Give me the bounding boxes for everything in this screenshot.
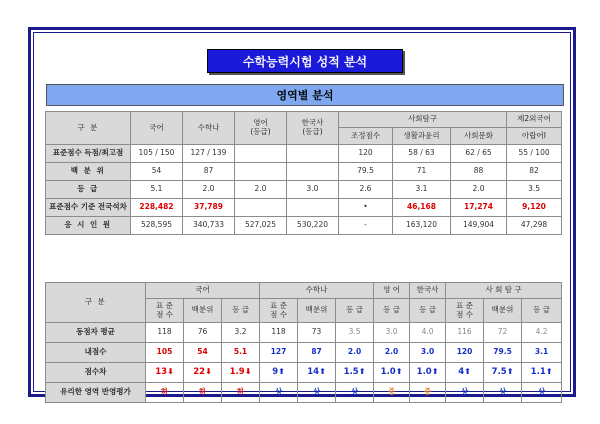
math-header: 수학나 xyxy=(183,112,235,145)
up-arrow-icon: ⬆ xyxy=(431,367,439,377)
table-cell: 62 / 65 xyxy=(451,145,507,163)
table-cell xyxy=(298,363,336,383)
sub-header: 등 급 xyxy=(410,299,446,323)
table-cell: 340,733 xyxy=(183,217,235,235)
table-cell xyxy=(146,383,184,403)
up-arrow-icon: ⬆ xyxy=(464,367,471,377)
table-cell: 2.0 xyxy=(183,181,235,199)
row-label: 유리한 영역 반영평가 xyxy=(46,383,146,403)
table-cell: 54 xyxy=(131,163,183,181)
cell-value: 3.0 xyxy=(420,347,435,357)
table-cell xyxy=(336,343,374,363)
sub-header: 등 급 xyxy=(222,299,260,323)
table-cell xyxy=(184,363,222,383)
table-cell: 82 xyxy=(507,163,562,181)
table-cell: 3.1 xyxy=(393,181,451,199)
down-arrow-icon: ⬇ xyxy=(244,367,252,377)
table-cell: 105 / 150 xyxy=(131,145,183,163)
group-header-english: 영 어 xyxy=(374,283,410,299)
table-cell: • xyxy=(339,199,393,217)
cell-value: 73 xyxy=(311,327,322,337)
table-cell: 120 xyxy=(339,145,393,163)
history-header-label: 한국사 xyxy=(301,118,324,128)
group-header-history: 한국사 xyxy=(410,283,446,299)
english-header xyxy=(235,112,287,145)
up-arrow-icon: ⬆ xyxy=(545,367,553,377)
cell-value: 하 xyxy=(236,387,245,397)
sub-header: 등 급 xyxy=(522,299,562,323)
second-lang-header: 제2외국어 xyxy=(507,112,562,128)
table-cell xyxy=(222,363,260,383)
cell-value: 87 xyxy=(311,347,322,357)
cell-value: 118 xyxy=(157,327,172,337)
social-sub-header: 사회문화 xyxy=(451,128,507,145)
history-header xyxy=(287,112,339,145)
gubun-header: 구 분 xyxy=(46,112,131,145)
table-cell: 527,025 xyxy=(235,217,287,235)
table-cell: 149,904 xyxy=(451,217,507,235)
table-cell: 163,120 xyxy=(393,217,451,235)
group-header-math: 수학나 xyxy=(260,283,374,299)
table-cell: 46,168 xyxy=(393,199,451,217)
cell-value: 상 xyxy=(274,387,283,397)
table-cell xyxy=(374,363,410,383)
table-cell xyxy=(235,199,287,217)
history-header-sub: (등급) xyxy=(302,127,323,136)
table-cell xyxy=(184,323,222,343)
table-cell: 530,220 xyxy=(287,217,339,235)
down-arrow-icon: ⬇ xyxy=(167,367,174,377)
row-label: 동점자 평균 xyxy=(46,323,146,343)
cell-value: 79.5 xyxy=(493,347,512,357)
table-cell: - xyxy=(339,217,393,235)
table-cell xyxy=(374,323,410,343)
cell-value: 2.0 xyxy=(384,347,399,357)
table-cell xyxy=(146,343,184,363)
cell-value: 4 xyxy=(458,367,465,378)
table-cell xyxy=(446,363,484,383)
cell-value: 4.0 xyxy=(421,327,434,337)
table-cell xyxy=(298,343,336,363)
cell-value: 1.5 xyxy=(343,367,359,378)
table-cell xyxy=(410,363,446,383)
page-title: 수학능력시험 성적 분석 xyxy=(207,49,403,73)
cell-value: 상 xyxy=(537,387,546,397)
table-cell: 88 xyxy=(451,163,507,181)
table-cell xyxy=(260,363,298,383)
social-sub-header: 생활과윤리 xyxy=(393,128,451,145)
row-label: 응 시 인 원 xyxy=(46,217,131,235)
table-cell: 2.6 xyxy=(339,181,393,199)
cell-value: 1.0 xyxy=(416,367,432,378)
table-cell xyxy=(260,323,298,343)
cell-value: 5.1 xyxy=(233,347,248,357)
cell-value: 116 xyxy=(457,327,472,337)
table-cell: 228,482 xyxy=(131,199,183,217)
cell-value: 127 xyxy=(270,347,287,357)
cell-value: 3.1 xyxy=(534,347,549,357)
sub-header: 백분위 xyxy=(484,299,522,323)
table-cell: 87 xyxy=(183,163,235,181)
table-cell: 55 / 100 xyxy=(507,145,562,163)
row-label: 표준점수 득점/최고점 xyxy=(46,145,131,163)
cell-value: 14 xyxy=(307,367,320,378)
table-cell: 9,120 xyxy=(507,199,562,217)
row-label: 점수차 xyxy=(46,363,146,383)
table-cell: 79.5 xyxy=(339,163,393,181)
sub-header: 표 준 점 수 xyxy=(260,299,298,323)
table-cell xyxy=(260,383,298,403)
table-cell xyxy=(374,343,410,363)
sub-header: 등 급 xyxy=(336,299,374,323)
table-cell xyxy=(235,163,287,181)
cell-value: 105 xyxy=(156,347,173,357)
table-cell: 5.1 xyxy=(131,181,183,199)
table-cell xyxy=(522,323,562,343)
up-arrow-icon: ⬆ xyxy=(319,367,326,377)
table-cell xyxy=(410,323,446,343)
english-header-sub: (등급) xyxy=(250,127,271,136)
table-cell xyxy=(146,323,184,343)
table-cell xyxy=(446,383,484,403)
cell-value: 상 xyxy=(498,387,507,397)
sub-header: 표 준 점 수 xyxy=(146,299,184,323)
cell-value: 76 xyxy=(197,327,208,337)
table-cell: 58 / 63 xyxy=(393,145,451,163)
cell-value: 72 xyxy=(497,327,508,337)
social-sub-header: 조정점수 xyxy=(339,128,393,145)
sub-header: 표 준 점 수 xyxy=(446,299,484,323)
table-cell xyxy=(184,383,222,403)
cell-value: 상 xyxy=(460,387,469,397)
table-cell xyxy=(287,199,339,217)
table-cell xyxy=(222,383,260,403)
table-cell xyxy=(410,383,446,403)
cell-value: 120 xyxy=(456,347,473,357)
group-header-korean: 국어 xyxy=(146,283,260,299)
table-cell xyxy=(336,363,374,383)
table-cell xyxy=(287,163,339,181)
table-cell xyxy=(522,383,562,403)
korean-header: 국어 xyxy=(131,112,183,145)
cell-value: 2.0 xyxy=(347,347,362,357)
table-cell xyxy=(522,363,562,383)
sub-header: 백분위 xyxy=(184,299,222,323)
cell-value: 118 xyxy=(271,327,286,337)
table-cell xyxy=(235,145,287,163)
report-frame xyxy=(28,27,576,397)
row-label: 등 급 xyxy=(46,181,131,199)
table-cell xyxy=(446,323,484,343)
table-cell xyxy=(484,323,522,343)
table-cell: 71 xyxy=(393,163,451,181)
table-cell xyxy=(146,363,184,383)
cell-value: 상 xyxy=(350,387,359,397)
table-cell xyxy=(374,383,410,403)
table-cell xyxy=(410,343,446,363)
up-arrow-icon: ⬆ xyxy=(395,367,403,377)
table-cell xyxy=(298,323,336,343)
cell-value: 상 xyxy=(312,387,321,397)
row-label: 백 분 위 xyxy=(46,163,131,181)
down-arrow-icon: ⬇ xyxy=(205,367,212,377)
table-cell xyxy=(522,343,562,363)
cell-value: 54 xyxy=(197,347,208,357)
table-cell xyxy=(260,343,298,363)
sub-header: 백분위 xyxy=(298,299,336,323)
table-cell xyxy=(336,383,374,403)
cell-value: 1.1 xyxy=(530,367,546,378)
table-cell: 2.0 xyxy=(235,181,287,199)
english-header-label: 영어 xyxy=(253,118,268,128)
table-cell xyxy=(484,343,522,363)
social-header: 사회탐구 xyxy=(339,112,507,128)
gubun-header: 구 분 xyxy=(46,283,146,323)
section-title: 영역별 분석 xyxy=(46,84,564,106)
comparison-table xyxy=(45,282,562,403)
cell-value: 하 xyxy=(198,387,207,397)
second-lang-sub-header: 아랍어Ⅰ xyxy=(507,128,562,145)
table-cell: 47,298 xyxy=(507,217,562,235)
cell-value: 4.2 xyxy=(535,327,548,337)
cell-value: 13 xyxy=(155,367,168,378)
row-label: 내점수 xyxy=(46,343,146,363)
table-cell xyxy=(484,363,522,383)
table-cell: 17,274 xyxy=(451,199,507,217)
up-arrow-icon: ⬆ xyxy=(358,367,366,377)
table-cell xyxy=(446,343,484,363)
cell-value: 하 xyxy=(160,387,169,397)
table-cell: 2.0 xyxy=(451,181,507,199)
table-cell xyxy=(484,383,522,403)
table-cell: 127 / 139 xyxy=(183,145,235,163)
cell-value: 1.9 xyxy=(229,367,245,378)
up-arrow-icon: ⬆ xyxy=(278,367,285,377)
group-header-social: 사 회 탐 구 xyxy=(446,283,562,299)
cell-value: 3.2 xyxy=(234,327,247,337)
table-cell xyxy=(336,323,374,343)
sub-header: 등 급 xyxy=(374,299,410,323)
table-cell xyxy=(298,383,336,403)
area-analysis-table xyxy=(45,111,562,235)
table-cell: 3.5 xyxy=(507,181,562,199)
table-cell xyxy=(287,145,339,163)
cell-value: 3.5 xyxy=(348,327,361,337)
cell-value: 9 xyxy=(272,367,279,378)
up-arrow-icon: ⬆ xyxy=(506,367,514,377)
table-cell xyxy=(222,343,260,363)
cell-value: 22 xyxy=(193,367,206,378)
table-cell xyxy=(222,323,260,343)
row-label: 표준점수 기준 전국석차 xyxy=(46,199,131,217)
cell-value: 중 xyxy=(423,387,432,397)
table-cell: 37,789 xyxy=(183,199,235,217)
cell-value: 중 xyxy=(387,387,396,397)
table-cell xyxy=(184,343,222,363)
cell-value: 3.0 xyxy=(385,327,398,337)
cell-value: 7.5 xyxy=(491,367,507,378)
cell-value: 1.0 xyxy=(380,367,396,378)
table-cell: 528,595 xyxy=(131,217,183,235)
table-cell: 3.0 xyxy=(287,181,339,199)
